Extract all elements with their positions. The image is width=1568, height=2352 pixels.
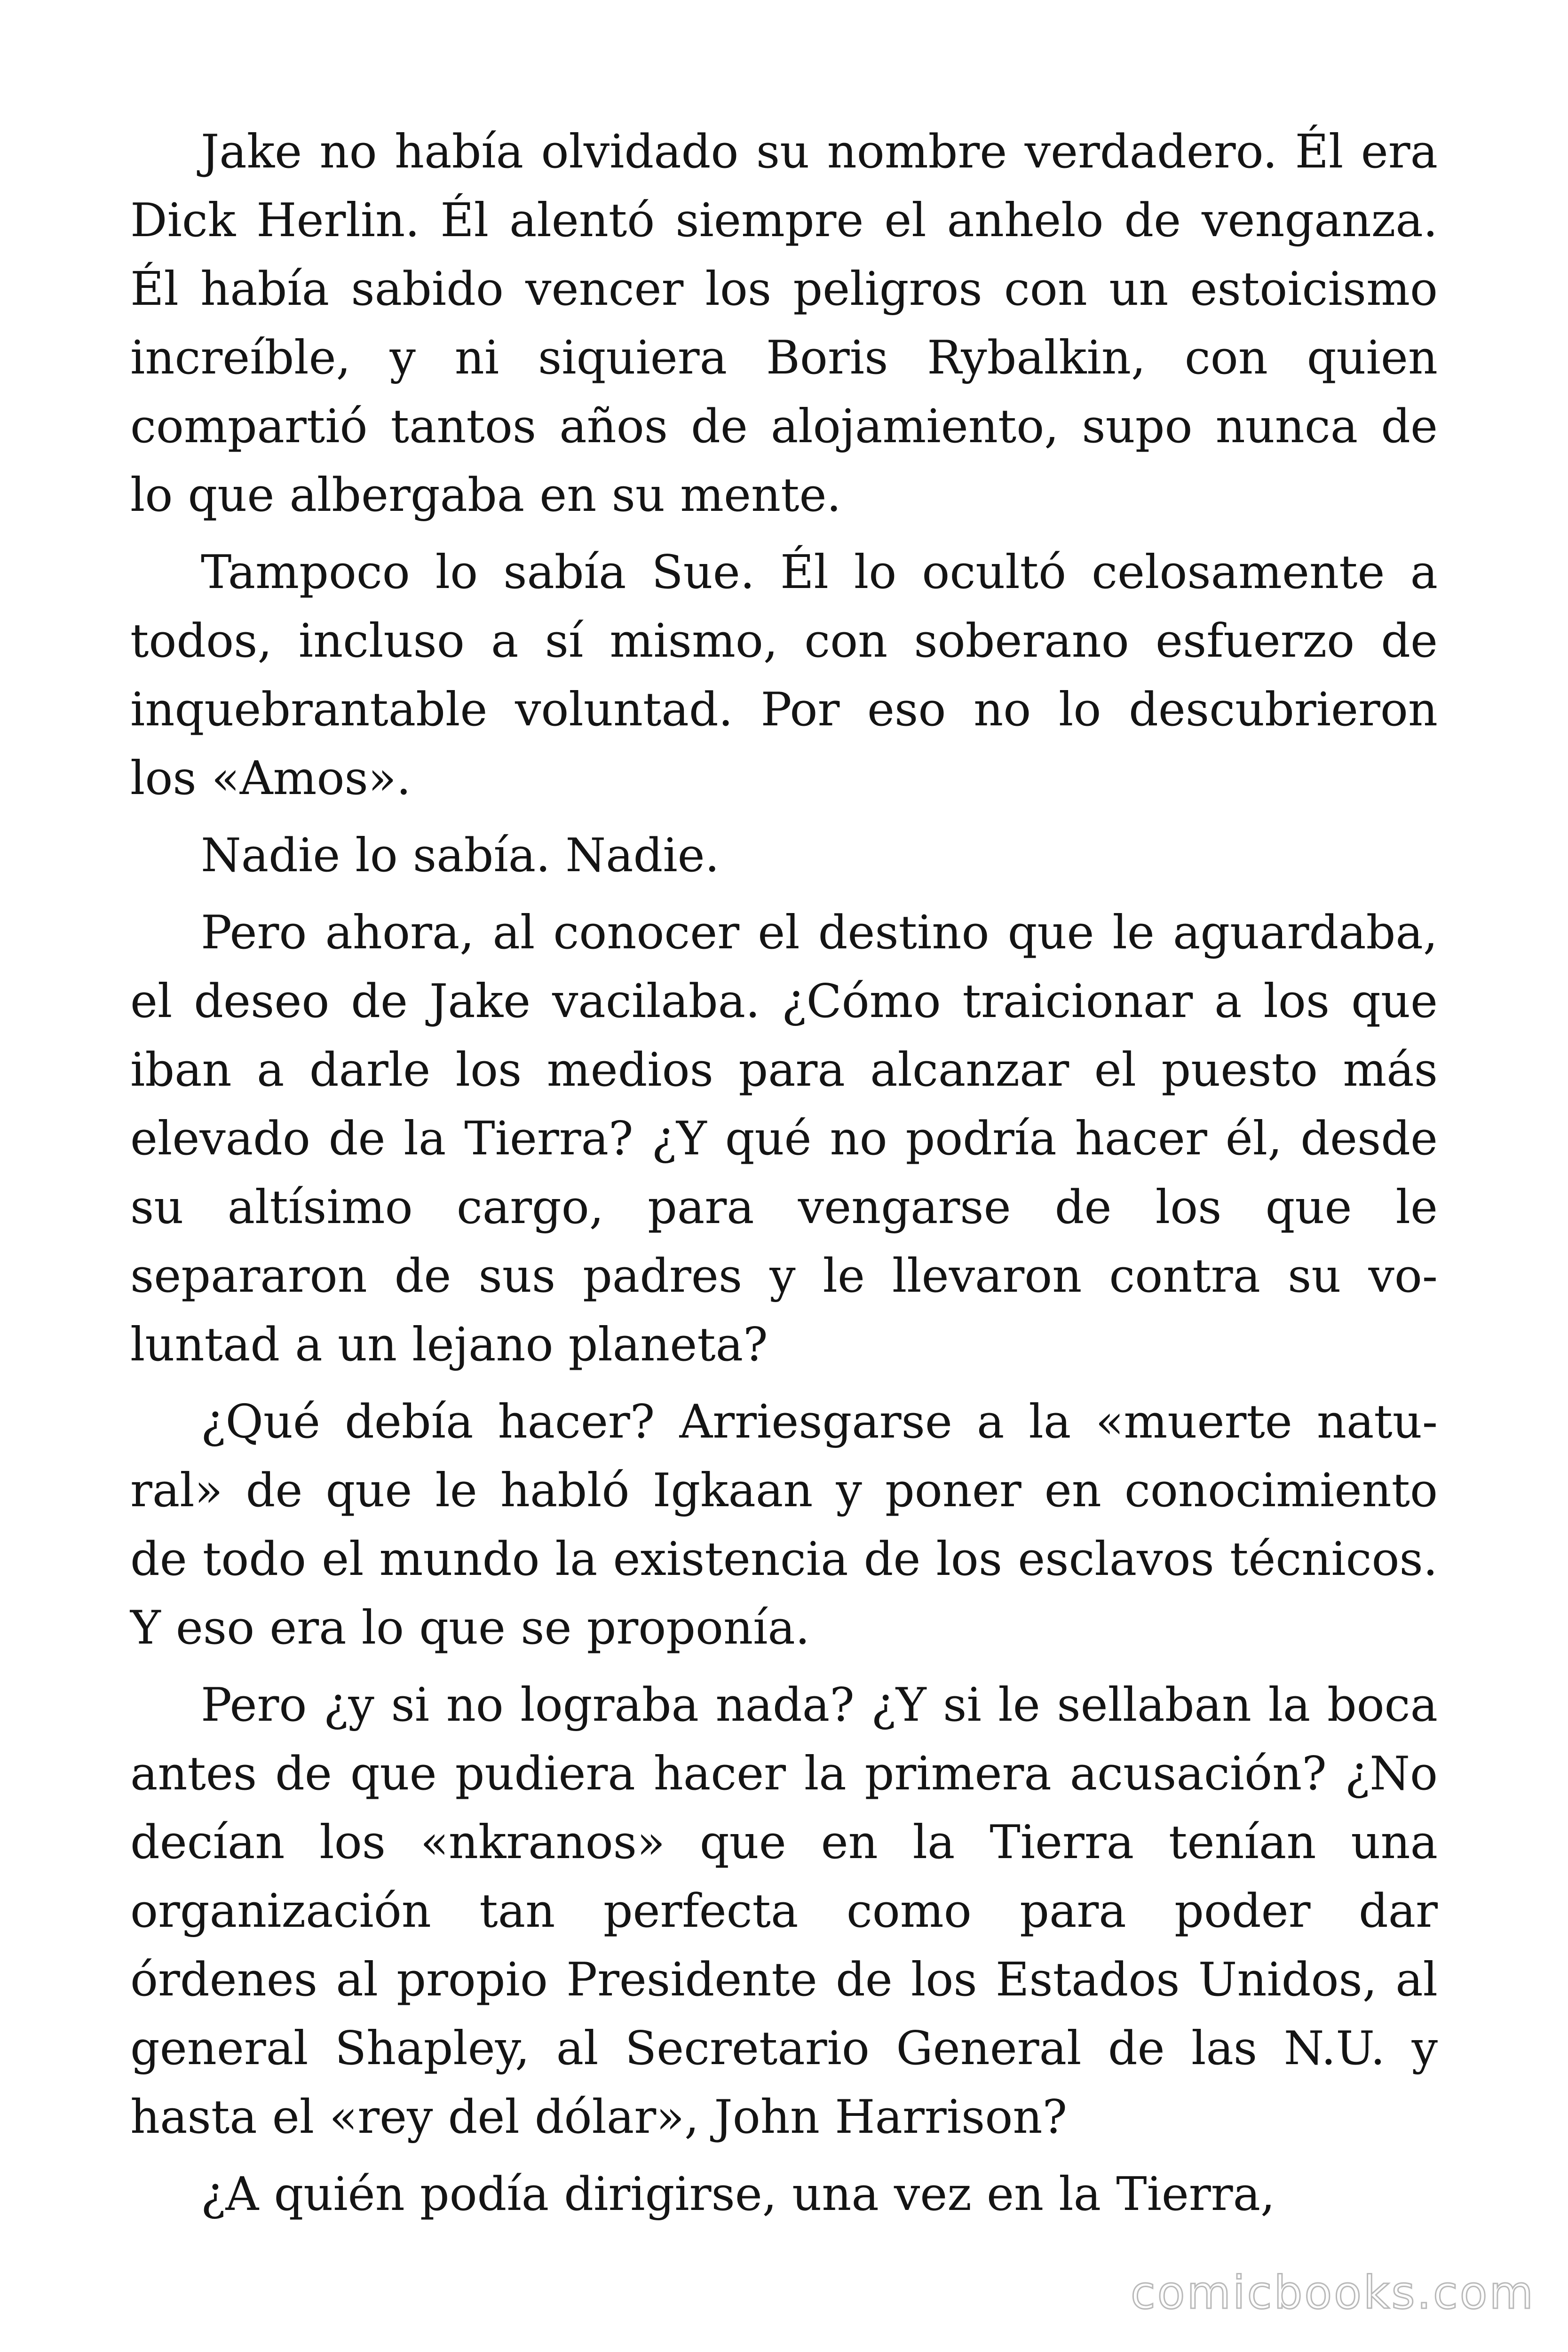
paragraph-3: Nadie lo sabía. Nadie.: [201, 829, 720, 882]
paragraph-1: Jake no había olvidado su nombre verdadero. Él era Dick Herlin. Él alentó siempre el anhelo de venganza. Él había sabido vencer los peligros con un estoicismo increíble, y ni siquiera Boris Rybalkin, con quien compartió tantos años de alojamiento, supo nunca de lo que albergaba en su mente.: [130, 125, 1438, 522]
paragraph-2: Tampoco lo sabía Sue. Él lo ocultó celosamente a todos, incluso a sí mismo, con soberano esfuerzo de inquebrantable voluntad. Por eso no lo descubrieron los «Amos».: [130, 546, 1438, 805]
watermark: comicbooks.com: [1130, 2266, 1535, 2319]
paragraph-4: Pero ahora, al conocer el destino que le aguardaba, el deseo de Jake vacilaba. ¿Cómo traicionar a los que iban a darle los medios para alcanzar el puesto más elevado de la Tierra? ¿Y qué no podría hacer él, desde su altísimo cargo, para vengarse de los que le separaron de sus padres y le llevaron contra su voluntad a un lejano planeta?: [130, 906, 1438, 1372]
paragraph-5: ¿Qué debía hacer? Arriesgarse a la «muerte natural» de que le habló Igkaan y poner en conocimiento de todo el mundo la existencia de los esclavos técnicos. Y eso era lo que se proponía.: [130, 1395, 1438, 1655]
paragraph-6: Pero ¿y si no lograba nada? ¿Y si le sellaban la boca antes de que pudiera hacer la primera acusación? ¿No decían los «nkranos» que en la Tierra tenían una organización tan perfecta como para poder dar órdenes al propio Presidente de los Estados Unidos, al general Shapley, al Secretario General de las N.U. y hasta el «rey del dólar», John Harrison?: [130, 1678, 1438, 2144]
paragraph-7: ¿A quién podía dirigirse, una vez en la Tierra,: [201, 2168, 1275, 2221]
page-body: [130, 118, 1438, 2237]
